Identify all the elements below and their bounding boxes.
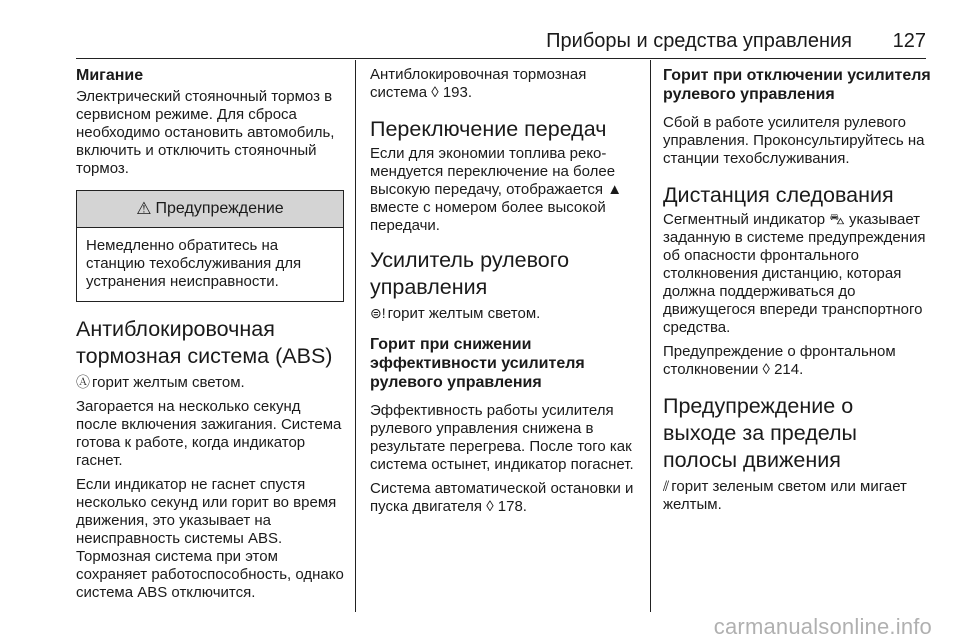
steering-heading: Усилитель рулевого управления [370,248,570,299]
abs-paragraph-2: Если индикатор не гаснет спустя несколько секунд или горит во время движения, это указывает на неисправность системы ABS. Тормозная система при этом сохраняет работоспособность, однако система ABS отключится. [76,476,344,601]
steering-line [370,304,638,323]
column-middle [370,60,638,516]
warning-header [77,191,343,228]
warning-title: Предупреждение [155,200,284,217]
distance-heading: Дистанция следования [663,183,894,207]
page-header [76,30,926,58]
column-left [76,60,344,602]
abs-reference: Антиблокировочная тормозная система ◊ 193. [370,66,587,101]
steering-line-text: горит желтым светом. [387,305,541,322]
lane-line [663,477,931,514]
distance-text: Сегментный индикатор ⛍ указывает заданную в системе предупреждения об опасности фронтального столкновения дистанцию, которая должна поддерживаться до движущегося впереди транспортного средства. [663,211,926,336]
abs-line-text: горит желтым светом. [92,374,245,391]
fcw-text: Предупреждение о фронтальном столкновении ◊ 214. [663,343,896,378]
lane-heading: Предупреждение о выходе за пределы полосы движения [663,394,858,472]
abs-line [76,373,344,392]
abs-heading: Антиблокировочная тормозная система (ABS) [76,317,333,368]
abs-icon: Ⓐ [76,374,90,390]
header-rule [76,58,926,59]
steering-warning-icon: ⊜! [370,305,386,321]
column-divider [650,60,651,612]
column-right [663,60,931,514]
off-heading: Горит при отключении усилителя рулевого управления [663,67,931,103]
lane-line-text: горит зеленым светом или мигает желтым. [663,478,907,513]
blink-text: Электрический стояночный тормоз в сервисном режиме. Для сброса необходимо остановить автомобиль, включить и отключить стояночный тормоз. [76,88,335,177]
gear-text: Если для экономии топлива рекомендуется переключение на более высокую передачу, отображается ▲ вместе с номером более высокой передачи. [370,145,623,234]
column-divider [355,60,356,612]
reduced-text: Эффективность работы усилителя рулевого управления снижена в результате перегрева. После того как система остынет, индикатор погаснет. [370,402,634,473]
warning-body [77,228,343,301]
abs-paragraph-1: Загорается на несколько секунд после включения зажигания. Система готова к работе, когда индикатор гаснет. [76,398,342,469]
page-number: 127 [892,30,926,52]
header-title: Приборы и средства управления [546,30,852,52]
blink-heading: Мигание [76,67,144,84]
warning-box [76,190,344,302]
warning-text: Немедленно обратитесь на станцию техобслуживания для устранения неисправности. [86,237,302,290]
gear-heading: Переключение передач [370,117,607,141]
lane-departure-icon: ⫽ [663,478,670,494]
stopstart-text: Система автоматической остановки и пуска двигателя ◊ 178. [370,480,634,515]
off-text: Сбой в работе усилителя рулевого управления. Проконсультируйтесь на станции техобслуживания. [663,114,925,167]
reduced-heading: Горит при снижении эффективности усилителя рулевого управления [370,336,585,391]
watermark: carmanualsonline.info [713,614,932,639]
warning-triangle-icon: ⚠ [136,199,152,218]
